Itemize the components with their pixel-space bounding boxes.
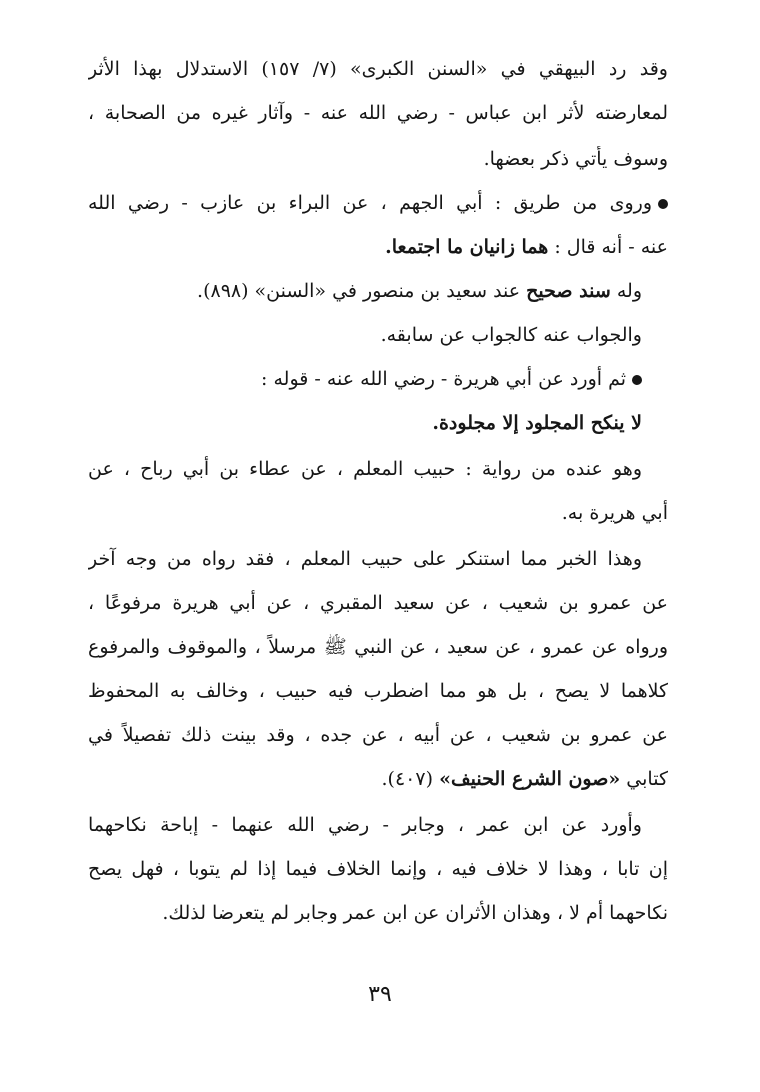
book-title: «صون الشرع الحنيف» xyxy=(439,768,621,790)
bullet-icon xyxy=(658,199,668,209)
text-line-20: نكاحهما أم لا ، وهذان الأثران عن ابن عمر وجابر لم يتعرضا لذلك. xyxy=(162,902,668,924)
text-line-6-end: عند سعيد بن منصور في «السنن» (٨٩٨). xyxy=(197,280,521,302)
text-line-4-content: وروى من طريق : أبي الجهم ، عن البراء بن عازب - رضي الله xyxy=(88,192,652,214)
text-line-13: عن عمرو بن شعيب ، عن سعيد المقبري ، عن أبي هريرة مرفوعًا ، xyxy=(88,592,668,614)
text-line-18: وأورد عن ابن عمر ، وجابر - رضي الله عنهما - إباحة نكاحهما xyxy=(88,814,642,836)
text-line-5-content: عنه - أنه قال : xyxy=(554,236,668,258)
text-line-19: إن تابا ، وهذا لا خلاف فيه ، وإنما الخلاف فيما إذا لم يتوبا ، فهل يصح xyxy=(88,858,668,880)
text-line-7: والجواب عنه كالجواب عن سابقه. xyxy=(380,324,642,346)
sanad-sahih: سند صحيح xyxy=(526,280,611,302)
text-line-8 xyxy=(62,366,642,392)
text-line-11: أبي هريرة به. xyxy=(561,502,668,524)
text-line-17-start: كتابي xyxy=(626,768,668,790)
page-number: ٣٩ xyxy=(368,982,392,1007)
text-line-8-content: ثم أورد عن أبي هريرة - رضي الله عنه - قوله : xyxy=(261,368,626,390)
text-line-1: وقد رد البيهقي في «السنن الكبرى» (٧/ ١٥٧) الاستدلال بهذا الأثر xyxy=(88,58,668,80)
quote-bara: هما زانيان ما اجتمعا. xyxy=(385,236,549,258)
bullet-icon xyxy=(632,375,642,385)
text-line-6-start: وله xyxy=(616,280,642,302)
text-line-17 xyxy=(88,766,668,792)
quote-abu-hurayrah: لا ينكح المجلود إلا مجلودة. xyxy=(432,412,642,434)
text-line-15: كلاهما لا يصح ، بل هو مما اضطرب فيه حبيب ، وخالف به المحفوظ xyxy=(88,680,668,702)
text-line-3: وسوف يأتي ذكر بعضها. xyxy=(483,148,668,170)
text-line-5 xyxy=(88,234,668,260)
text-line-17-end: (٤٠٧). xyxy=(381,768,434,790)
text-line-2: لمعارضته لأثر ابن عباس - رضي الله عنه - وآثار غيره من الصحابة ، xyxy=(88,102,668,124)
text-line-16: عن عمرو بن شعيب ، عن أبيه ، عن جده ، وقد بينت ذلك تفصيلاً في xyxy=(88,724,668,746)
text-line-4 xyxy=(88,190,668,216)
text-line-6 xyxy=(62,278,642,304)
text-line-12: وهذا الخبر مما استنكر على حبيب المعلم ، فقد رواه من وجه آخر xyxy=(88,548,642,570)
text-line-10: وهو عنده من رواية : حبيب المعلم ، عن عطاء بن أبي رباح ، عن xyxy=(88,458,642,480)
text-line-14: ورواه عن عمرو ، عن سعيد ، عن النبي ﷺ مرسلاً ، والموقوف والمرفوع xyxy=(88,636,668,658)
